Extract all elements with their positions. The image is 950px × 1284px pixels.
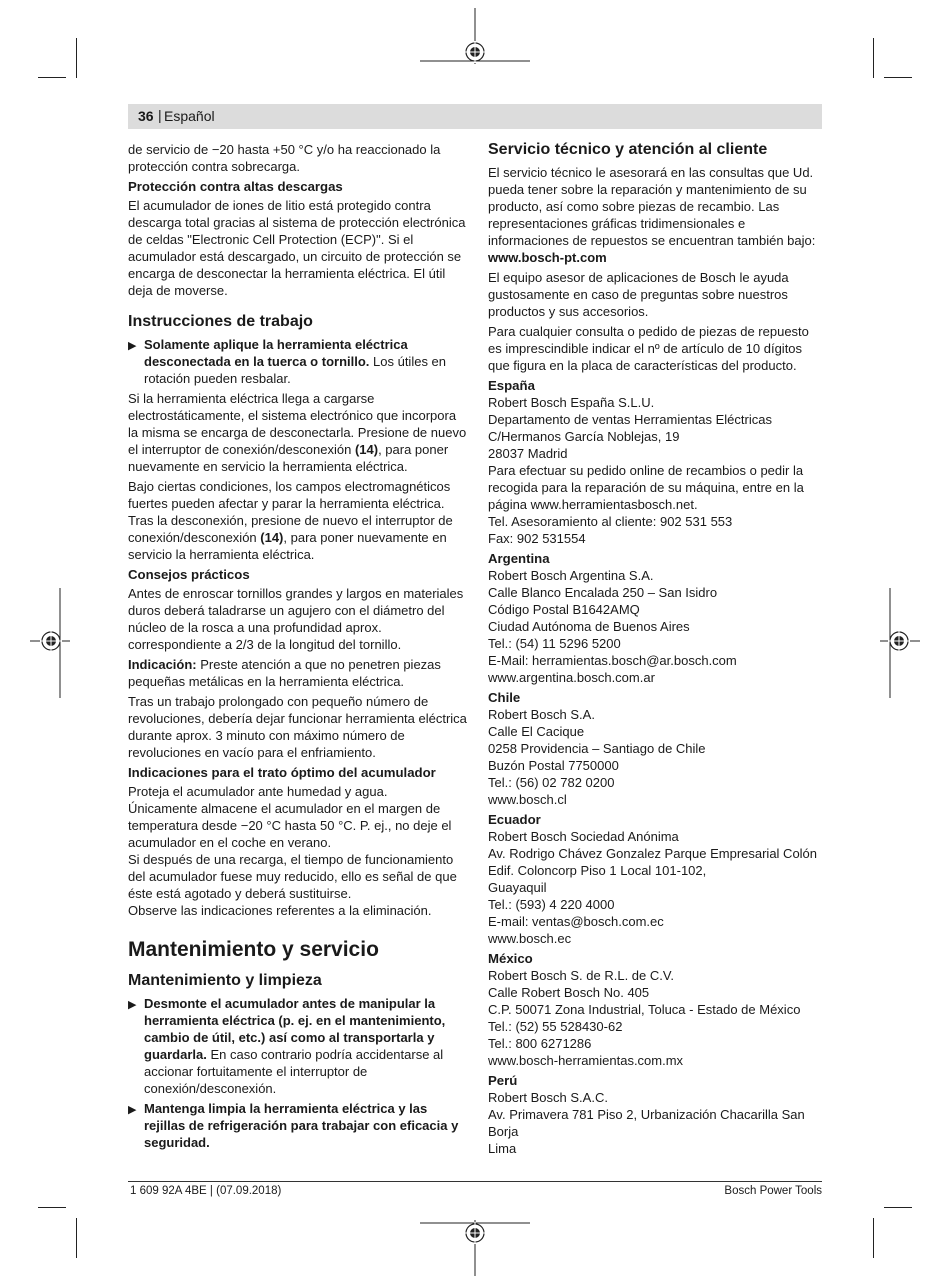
address-line: Buzón Postal 7750000 <box>488 758 619 773</box>
address-line: www.argentina.bosch.com.ar <box>488 670 655 685</box>
country-name: México <box>488 951 533 966</box>
maintenance-title: Mantenimiento y servicio <box>128 938 379 961</box>
ecp-heading: Protección contra altas descargas <box>128 179 343 194</box>
crop-mark <box>884 77 912 78</box>
header-language: Español <box>164 108 215 124</box>
order-paragraph: Para cualquier consulta o pedido de piezas de repuesto es imprescindible indicar el nº de artículo de 10 dígitos que figura en la placa de características del producto. <box>488 324 809 373</box>
address-line: Código Postal B1642AMQ <box>488 602 640 617</box>
right-column <box>488 141 822 1160</box>
address-line: www.bosch.cl <box>488 792 567 807</box>
address-line: Departamento de ventas Herramientas Eléctricas <box>488 412 772 427</box>
crop-mark <box>873 1218 874 1258</box>
address-line: Robert Bosch Argentina S.A. <box>488 568 654 583</box>
address-line: Tel.: (52) 55 528430-62 <box>488 1019 623 1034</box>
address-line: Lima <box>488 1141 517 1156</box>
address-line: Robert Bosch S.A. <box>488 707 595 722</box>
em-text-b: , para poner nuevamente en servicio la herramienta eléctrica. <box>128 530 447 562</box>
work-bullet <box>128 336 468 387</box>
address-line: Calle Robert Bosch No. 405 <box>488 985 650 1000</box>
crop-mark <box>884 1207 912 1208</box>
tips-paragraph: Antes de enroscar tornillos grandes y largos en materiales duros deberá taladrarse un agujero con el diámetro del núcleo de la rosca a una profundidad aprox. correspondiente a 2/3 de la longitud del tornillo. <box>128 586 464 652</box>
header-separator: | <box>158 107 162 123</box>
address-line: Tel.: (56) 02 782 0200 <box>488 775 615 790</box>
em-paragraph <box>128 478 468 563</box>
address-line: Guayaquil <box>488 880 547 895</box>
crop-mark <box>873 38 874 78</box>
cleaning-bullet-bold: Mantenga limpia la herramienta eléctrica y las rejillas de refrigeración para trabajar con eficacia y seguridad. <box>144 1101 459 1150</box>
address-line: Av. Rodrigo Chávez Gonzalez Parque Empresarial Colón <box>488 846 818 861</box>
work-bullet-bold: Solamente aplique la herramienta eléctrica desconectada en la tuerca o tornillo. <box>144 337 408 369</box>
ecp-paragraph: El acumulador de iones de litio está protegido contra descarga total gracias al sistema de protección electrónica de celdas "Electronic Cell Protection (ECP)". Si el acumulador está descargado, un circuito de protección se encarga de desconectar la herramienta eléctrica. El útil deja de moverse. <box>128 198 466 298</box>
cleaning-heading: Mantenimiento y limpieza <box>128 972 322 989</box>
address-line: Calle Blanco Encalada 250 – San Isidro <box>488 585 718 600</box>
address-line: E-Mail: herramientas.bosch@ar.bosch.com <box>488 653 737 668</box>
country-name: Chile <box>488 690 521 705</box>
footer-brand: Bosch Power Tools <box>724 1185 822 1197</box>
service-url-link[interactable]: www.bosch-pt.com <box>488 250 607 265</box>
address-line: C.P. 50071 Zona Industrial, Toluca - Estado de México <box>488 1002 801 1017</box>
country-block <box>488 950 822 1069</box>
battery-line: Únicamente almacene el acumulador en el margen de temperatura desde −20 °C hasta 50 °C. P. ej., no deje el acumulador en el coche en verano. <box>128 801 452 850</box>
country-name: España <box>488 378 535 393</box>
switch-reference: (14) <box>260 530 284 545</box>
battery-heading: Indicaciones para el trato óptimo del acumulador <box>128 765 436 780</box>
service-paragraph <box>488 164 822 266</box>
registration-mark-top <box>420 8 530 64</box>
battery-line: Si después de una recarga, el tiempo de funcionamiento del acumulador fuese muy reducido, ello es señal de que éste está agotado y deberá sustituirse. <box>128 852 457 901</box>
country-block <box>488 550 822 686</box>
static-paragraph <box>128 390 468 475</box>
cleaning-bullet <box>128 995 468 1097</box>
address-line: C/Hermanos García Noblejas, 19 <box>488 429 680 444</box>
static-text-a: Si la herramienta eléctrica llega a cargarse electrostáticamente, el sistema electrónico que incorpora la misma se encarga de desconectarla. Presione de nuevo el interruptor de conexión/desconexión <box>128 391 467 457</box>
triangle-bullet-icon: ▶ <box>128 999 137 1011</box>
address-line: Tel.: 800 6271286 <box>488 1036 592 1051</box>
cleaning-bullet-text: En caso contrario podría accidentarse al accionar fortuitamente el interruptor de conexión/desconexión. <box>144 1047 444 1096</box>
note-text: Preste atención a que no penetren piezas pequeñas metálicas en la herramienta eléctrica. <box>128 657 441 689</box>
intro-paragraph: de servicio de −20 hasta +50 °C y/o ha reaccionado la protección contra sobrecarga. <box>128 142 441 174</box>
country-block <box>488 811 822 947</box>
address-line: www.bosch.ec <box>488 931 572 946</box>
address-line: Tel.: (593) 4 220 4000 <box>488 897 615 912</box>
address-line: Robert Bosch S. de R.L. de C.V. <box>488 968 674 983</box>
registration-mark-right <box>880 588 920 698</box>
left-column <box>128 141 468 1154</box>
cooling-paragraph: Tras un trabajo prolongado con pequeño número de revoluciones, debería dejar funcionar herramienta eléctrica durante aprox. 3 minuto con máximo número de revoluciones en vacío para el enfriamiento. <box>128 694 467 760</box>
footer-divider <box>128 1181 822 1182</box>
crop-mark <box>38 77 66 78</box>
work-heading: Instrucciones de trabajo <box>128 313 313 330</box>
address-line: Tel.: (54) 11 5296 5200 <box>488 636 621 651</box>
note-paragraph <box>128 656 468 690</box>
address-line: 0258 Providencia – Santiago de Chile <box>488 741 706 756</box>
service-heading: Servicio técnico y atención al cliente <box>488 141 768 158</box>
cleaning-bullet <box>128 1100 468 1151</box>
address-line: Av. Primavera 781 Piso 2, Urbanización Chacarilla San Borja <box>488 1107 805 1139</box>
registration-mark-bottom <box>420 1220 530 1276</box>
crop-mark <box>38 1207 66 1208</box>
address-line: www.bosch-herramientas.com.mx <box>488 1053 684 1068</box>
battery-line: Observe las indicaciones referentes a la eliminación. <box>128 903 432 918</box>
country-name: Perú <box>488 1073 518 1088</box>
advisor-paragraph: El equipo asesor de aplicaciones de Bosch le ayuda gustosamente en caso de preguntas sobre nuestros productos y sus accesorios. <box>488 270 789 319</box>
address-line: Tel. Asesoramiento al cliente: 902 531 553 <box>488 514 733 529</box>
address-line: Edif. Coloncorp Piso 1 Local 101-102, <box>488 863 707 878</box>
country-block <box>488 377 822 547</box>
crop-mark <box>76 1218 77 1258</box>
country-name: Argentina <box>488 551 550 566</box>
address-line: Para efectuar su pedido online de recambios o pedir la recogida para la reparación de su máquina, entre en la página www.herramientasbosch.net. <box>488 463 804 512</box>
country-block <box>488 1072 822 1157</box>
triangle-bullet-icon: ▶ <box>128 1104 137 1116</box>
footer-doc-code: 1 609 92A 4BE | (07.09.2018) <box>130 1185 282 1197</box>
country-block <box>488 689 822 808</box>
registration-mark-left <box>30 588 70 698</box>
address-line: Robert Bosch S.A.C. <box>488 1090 608 1105</box>
service-text: El servicio técnico le asesorará en las consultas que Ud. pueda tener sobre la reparación y mantenimiento de su producto, así como sobre piezas de recambio. Las representaciones gráficas tridimensionales e informaciones de repuestos se encuentran también bajo: <box>488 165 816 248</box>
address-line: Robert Bosch Sociedad Anónima <box>488 829 679 844</box>
em-text-a: Bajo ciertas condiciones, los campos electromagnéticos fuertes pueden afectar y parar la herramienta eléctrica. Tras la desconexión, presione de nuevo el interruptor de conexión/desconexión <box>128 479 453 545</box>
address-line: Fax: 902 531554 <box>488 531 586 546</box>
static-text-b: , para poner nuevamente en servicio la herramienta eléctrica. <box>128 442 449 474</box>
page-header <box>128 104 822 129</box>
address-line: Ciudad Autónoma de Buenos Aires <box>488 619 690 634</box>
work-bullet-text: Los útiles en rotación pueden resbalar. <box>144 354 447 386</box>
tips-heading: Consejos prácticos <box>128 567 250 582</box>
battery-line: Proteja el acumulador ante humedad y agua. <box>128 784 388 799</box>
triangle-bullet-icon: ▶ <box>128 340 137 352</box>
country-name: Ecuador <box>488 812 541 827</box>
note-label: Indicación: <box>128 657 197 672</box>
address-line: E-mail: ventas@bosch.com.ec <box>488 914 664 929</box>
address-line: 28037 Madrid <box>488 446 568 461</box>
address-line: Calle El Cacique <box>488 724 585 739</box>
cleaning-bullet-bold: Desmonte el acumulador antes de manipular la herramienta eléctrica (p. ej. en el mantenimiento, cambio de útil, etc.) así como al transportarla y guardarla. <box>144 996 446 1062</box>
page-number: 36 <box>138 108 154 124</box>
switch-reference: (14) <box>354 442 379 457</box>
crop-mark <box>76 38 77 78</box>
address-line: Robert Bosch España S.L.U. <box>488 395 655 410</box>
